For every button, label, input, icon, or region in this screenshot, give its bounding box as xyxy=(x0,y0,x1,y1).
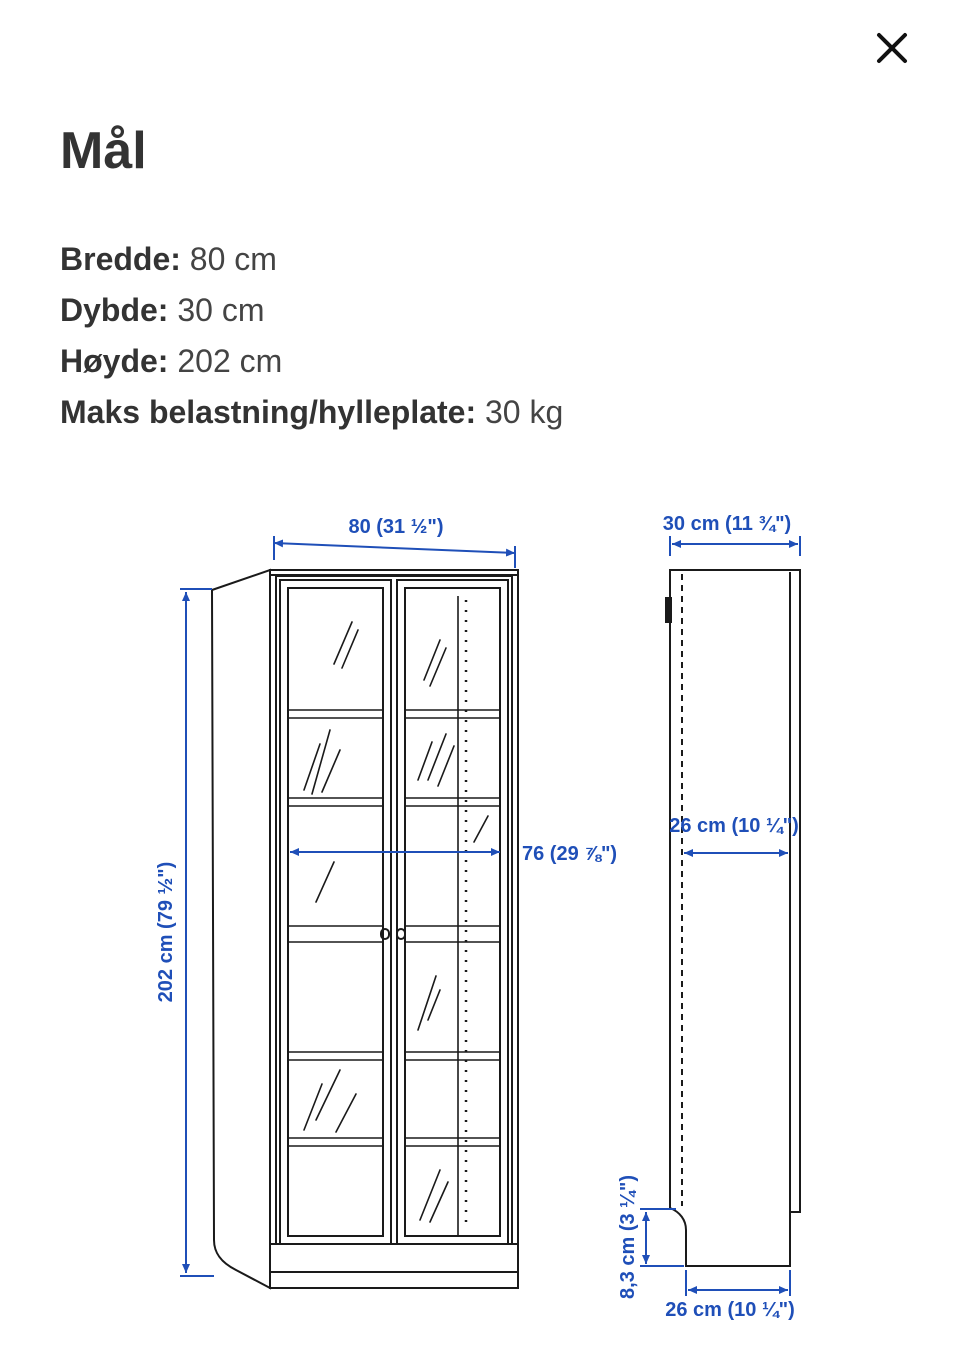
spec-label: Høyde: xyxy=(60,343,169,379)
depth-label: 30 cm (11 ¾") xyxy=(662,513,792,535)
bookcase-drawing xyxy=(0,480,960,1354)
width-label: 80 (31 ½") xyxy=(348,516,444,538)
spec-height xyxy=(60,336,563,387)
spec-value: 80 cm xyxy=(189,241,277,277)
spec-max-load xyxy=(60,387,563,438)
spec-width xyxy=(60,234,563,285)
base-depth-label: 26 cm (10 ¼") xyxy=(665,1299,795,1321)
spec-label: Maks belastning/hylleplate: xyxy=(60,394,477,430)
inner-width-label: 76 (29 ⅞") xyxy=(522,843,618,865)
dimension-list xyxy=(60,234,563,438)
spec-value: 202 cm xyxy=(177,343,283,379)
dimension-diagram xyxy=(0,480,960,1354)
page-title: Mål xyxy=(60,122,147,180)
bookcase-front-view xyxy=(212,570,518,1288)
spec-value: 30 cm xyxy=(177,292,265,328)
close-button[interactable] xyxy=(866,22,918,74)
spec-depth xyxy=(60,285,563,336)
close-icon xyxy=(866,22,918,74)
plinth-height-label: 8,3 cm (3 ¼") xyxy=(617,1175,639,1299)
inner-depth-label: 26 cm (10 ¼") xyxy=(669,815,799,837)
spec-value: 30 kg xyxy=(485,394,564,430)
height-label: 202 cm (79 ½") xyxy=(155,861,177,1003)
bookcase-side-view xyxy=(666,570,800,1266)
spec-label: Dybde: xyxy=(60,292,169,328)
spec-label: Bredde: xyxy=(60,241,181,277)
